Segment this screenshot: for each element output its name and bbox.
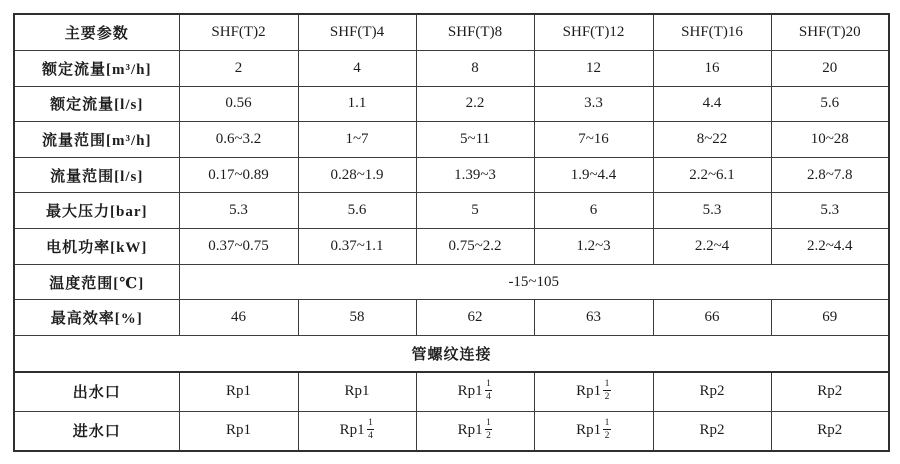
fraction-numerator: 1 — [486, 418, 491, 429]
fraction-numerator: 1 — [604, 418, 610, 429]
cell-value: 0.6~3.2 — [179, 122, 298, 158]
cell-value-fraction — [298, 411, 416, 451]
cell-value: 0.28~1.9 — [298, 157, 416, 193]
cell-value: 5.3 — [653, 193, 771, 229]
fraction — [367, 418, 375, 441]
cell-value: 58 — [298, 300, 416, 336]
cell-value: 2 — [179, 50, 298, 86]
cell-value: 5.3 — [771, 193, 889, 229]
table-header-row — [14, 14, 889, 50]
row-label: 流量范围[l/s] — [14, 157, 179, 193]
cell-value: 66 — [653, 300, 771, 336]
cell-value: 4.4 — [653, 86, 771, 122]
section-title: 管螺纹连接 — [14, 335, 889, 371]
fraction — [603, 418, 611, 441]
table-row — [14, 157, 889, 193]
column-header: SHF(T)12 — [534, 14, 653, 50]
cell-value: 10~28 — [771, 122, 889, 158]
fraction-denominator: 2 — [604, 391, 610, 402]
param-header: 主要参数 — [14, 14, 179, 50]
cell-value: 0.37~0.75 — [179, 229, 298, 265]
cell-value: 1.1 — [298, 86, 416, 122]
cell-value: Rp1 — [179, 372, 298, 411]
table-row — [14, 229, 889, 265]
cell-value: 62 — [416, 300, 534, 336]
cell-value: 4 — [298, 50, 416, 86]
cell-value: 0.37~1.1 — [298, 229, 416, 265]
cell-value: 5.6 — [298, 193, 416, 229]
cell-value: Rp2 — [771, 411, 889, 451]
table-row — [14, 300, 889, 336]
cell-value: 2.2~6.1 — [653, 157, 771, 193]
cell-value: 12 — [534, 50, 653, 86]
cell-value: 5.6 — [771, 86, 889, 122]
table-row — [14, 411, 889, 451]
table-row — [14, 50, 889, 86]
cell-value: Rp1 — [298, 372, 416, 411]
cell-value: 6 — [534, 193, 653, 229]
cell-value-fraction — [534, 411, 653, 451]
row-label: 电机功率[kW] — [14, 229, 179, 265]
cell-value: 2.2~4.4 — [771, 229, 889, 265]
cell-value: 2.2 — [416, 86, 534, 122]
cell-value: Rp2 — [653, 411, 771, 451]
row-label: 额定流量[m³/h] — [14, 50, 179, 86]
cell-value: 16 — [653, 50, 771, 86]
column-header: SHF(T)16 — [653, 14, 771, 50]
fraction-numerator: 1 — [486, 379, 491, 390]
cell-value-fraction — [416, 411, 534, 451]
cell-value: 5.3 — [179, 193, 298, 229]
cell-value: 1.9~4.4 — [534, 157, 653, 193]
cell-value: Rp1 — [179, 411, 298, 451]
cell-value: 20 — [771, 50, 889, 86]
table-row — [14, 372, 889, 411]
spec-table-body — [14, 14, 889, 451]
cell-value: 3.3 — [534, 86, 653, 122]
table-row — [14, 264, 889, 300]
thread-size-base: Rp1 — [576, 383, 602, 400]
spec-table — [13, 13, 890, 452]
cell-value: 0.56 — [179, 86, 298, 122]
column-header: SHF(T)2 — [179, 14, 298, 50]
fraction — [603, 379, 611, 402]
cell-value: 1~7 — [298, 122, 416, 158]
cell-value-fraction — [534, 372, 653, 411]
cell-value: 7~16 — [534, 122, 653, 158]
merged-cell-value: -15~105 — [179, 264, 889, 300]
table-row — [14, 193, 889, 229]
cell-value: 69 — [771, 300, 889, 336]
thread-size-base: Rp1 — [576, 422, 602, 439]
cell-value: 46 — [179, 300, 298, 336]
thread-size-base: Rp1 — [457, 422, 483, 439]
cell-value: 1.2~3 — [534, 229, 653, 265]
cell-value: 5~11 — [416, 122, 534, 158]
thread-size-base: Rp1 — [457, 383, 483, 400]
column-header: SHF(T)20 — [771, 14, 889, 50]
fraction-numerator: 1 — [368, 418, 373, 429]
table-row — [14, 86, 889, 122]
row-label: 进水口 — [14, 411, 179, 451]
fraction — [485, 418, 493, 441]
fraction — [485, 379, 493, 402]
cell-value-fraction — [416, 372, 534, 411]
thread-size-base: Rp1 — [339, 422, 365, 439]
cell-value: 0.17~0.89 — [179, 157, 298, 193]
cell-value: 8 — [416, 50, 534, 86]
row-label: 额定流量[l/s] — [14, 86, 179, 122]
row-label: 流量范围[m³/h] — [14, 122, 179, 158]
cell-value: Rp2 — [653, 372, 771, 411]
row-label: 出水口 — [14, 372, 179, 411]
row-label: 温度范围[℃] — [14, 264, 179, 300]
column-header: SHF(T)4 — [298, 14, 416, 50]
row-label: 最大压力[bar] — [14, 193, 179, 229]
cell-value: Rp2 — [771, 372, 889, 411]
cell-value: 2.2~4 — [653, 229, 771, 265]
fraction-denominator: 2 — [604, 430, 610, 441]
cell-value: 8~22 — [653, 122, 771, 158]
cell-value: 1.39~3 — [416, 157, 534, 193]
table-row — [14, 122, 889, 158]
fraction-denominator: 2 — [486, 430, 491, 441]
fraction-numerator: 1 — [604, 379, 610, 390]
fraction-denominator: 4 — [486, 391, 491, 402]
section-row — [14, 335, 889, 371]
cell-value: 5 — [416, 193, 534, 229]
cell-value: 63 — [534, 300, 653, 336]
cell-value: 2.8~7.8 — [771, 157, 889, 193]
fraction-denominator: 4 — [368, 430, 373, 441]
row-label: 最高效率[%] — [14, 300, 179, 336]
cell-value: 0.75~2.2 — [416, 229, 534, 265]
column-header: SHF(T)8 — [416, 14, 534, 50]
